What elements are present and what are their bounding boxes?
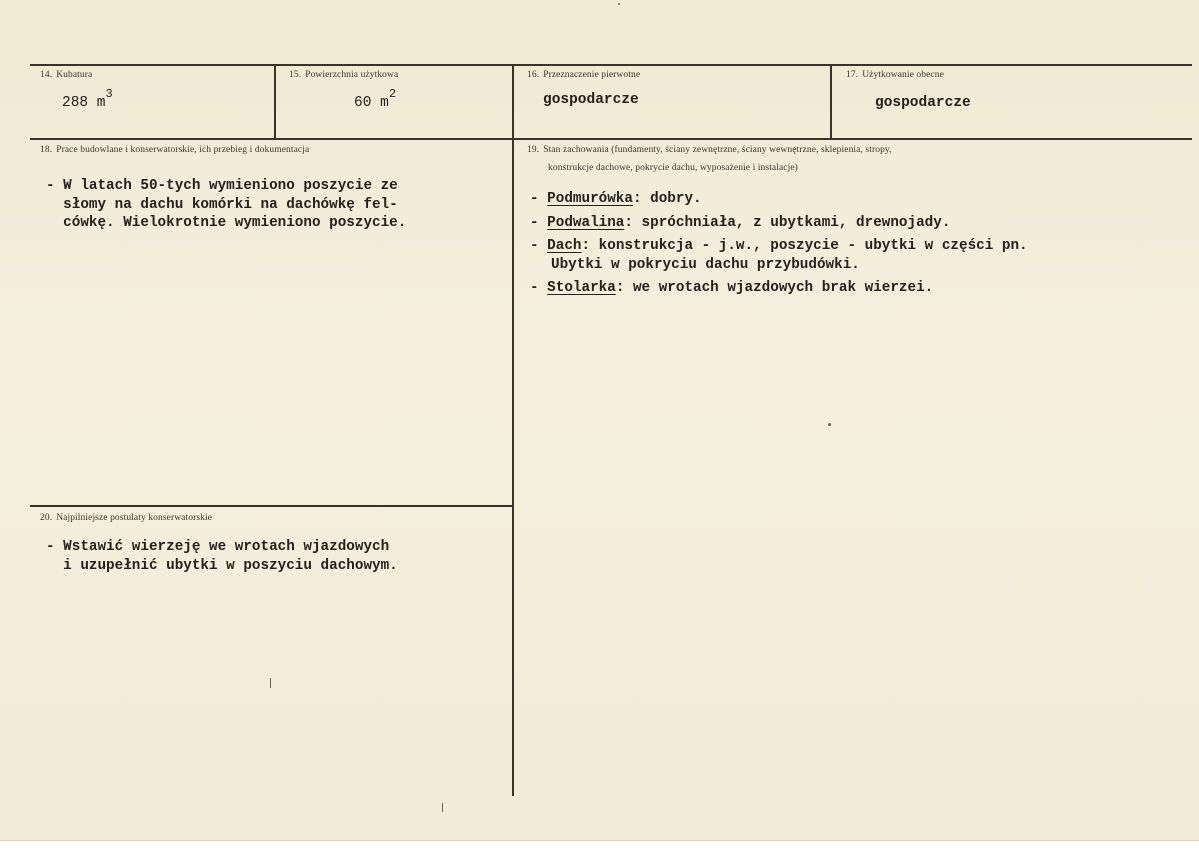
kubatura-value: 288 $m^3$ [62, 87, 113, 111]
paper-speck [270, 678, 271, 688]
condition-term: Dach [547, 238, 582, 254]
przeznaczenie-value: gospodarcze [543, 92, 639, 108]
powierzchnia-value: 60 $m^2$ [354, 87, 397, 111]
powierzchnia-label: 15. Powierzchnia użytkowa [289, 70, 399, 80]
uzytkowanie-label: 17. Użytkowanie obecne [846, 70, 944, 80]
section-18-bottom-rule [30, 505, 512, 507]
condition-term: Stolarka [547, 280, 616, 296]
top-rule [30, 64, 1192, 66]
kubatura-label: 14. Kubatura [40, 70, 93, 80]
condition-item: - Podmurówka: dobry. [530, 191, 702, 207]
postulaty-line: i uzupełnić ubytki w poszyciu dachowym. [46, 557, 398, 574]
condition-item: - Podwalina: spróchniała, z ubytkami, drewnojady. [530, 214, 951, 231]
postulaty-text [46, 538, 398, 575]
prace-line: cówkę. Wielokrotnie wymieniono poszycie. [46, 215, 407, 231]
scan-bottom-edge [0, 840, 1199, 852]
paper-speck [442, 803, 443, 812]
col-divider-3 [830, 64, 832, 138]
stan-conditions-list [530, 190, 1028, 303]
postulaty-label: 20. Najpilniejsze postulaty konserwatorskie [40, 513, 213, 523]
prace-label: 18. Prace budowlane i konserwatorskie, ich przebieg i dokumentacja [40, 145, 310, 155]
uzytkowanie-value: gospodarcze [875, 95, 971, 111]
condition-item: - Stolarka: we wrotach wjazdowych brak wierzei. [530, 280, 934, 296]
postulaty-line: - Wstawić wierzeję we wrotach wjazdowych [46, 539, 390, 555]
col-divider-2 [512, 64, 514, 796]
stan-label: 19. Stan zachowania (fundamenty, ściany zewnętrzne, ściany wewnętrzne, sklepienia, stropy, [527, 145, 892, 155]
paper-speck [618, 3, 620, 5]
condition-term: Podmurówka [547, 191, 633, 207]
przeznaczenie-label: 16. Przeznaczenie pierwotne [527, 70, 641, 80]
stan-label-continued: konstrukcje dachowe, pokrycie dachu, wyposażenie i instalacje) [548, 163, 798, 173]
condition-term: Podwalina [547, 214, 625, 231]
prace-line: - W latach 50-tych wymieniono poszycie ze [46, 178, 398, 194]
paper-speck [828, 423, 831, 426]
condition-continuation: Ubytki w pokryciu dachu przybudówki. [551, 256, 860, 273]
col-divider-1 [274, 64, 276, 138]
prace-text [46, 177, 406, 233]
row1-bottom-rule [30, 138, 1192, 140]
prace-line: słomy na dachu komórki na dachówkę fel- [46, 196, 398, 213]
condition-item: - Dach: konstrukcja - j.w., poszycie - ubytki w części pn. Ubytki w pokryciu dachu przybudówki. [530, 238, 1028, 273]
